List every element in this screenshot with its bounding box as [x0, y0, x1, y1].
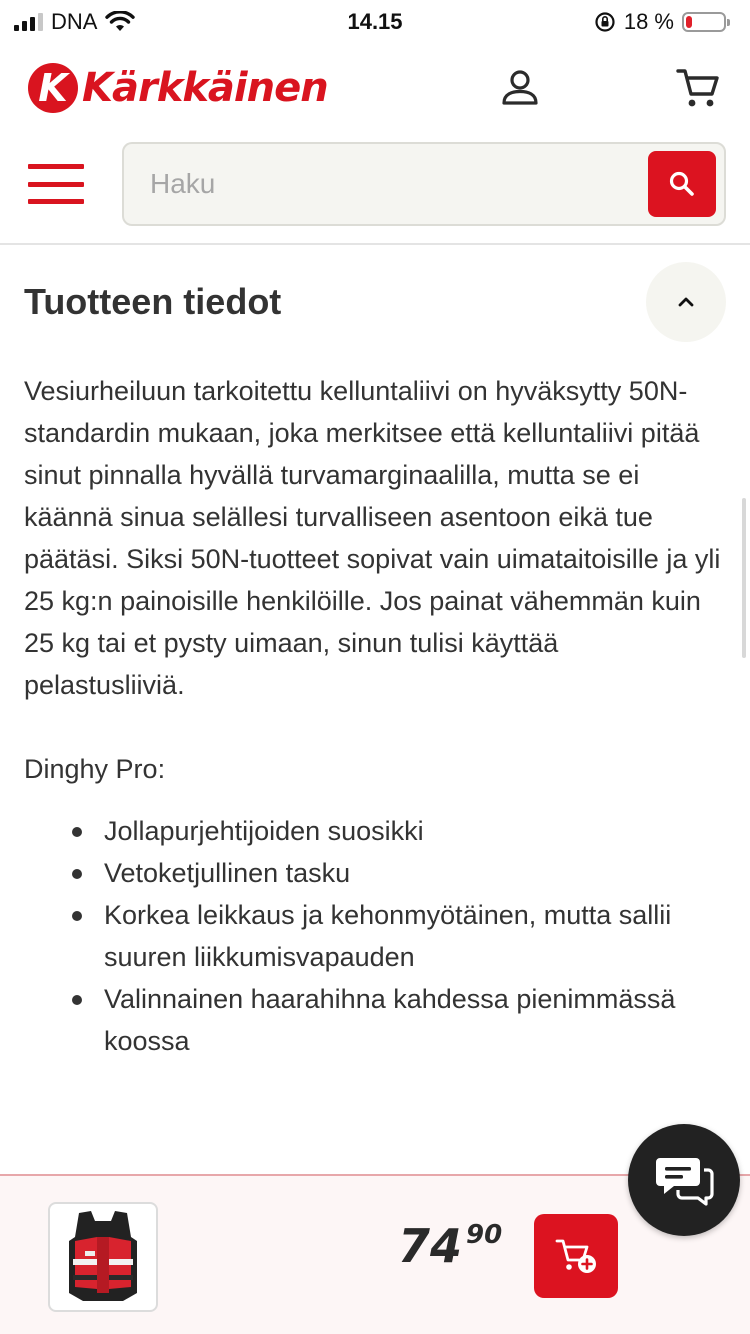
header-divider — [0, 243, 750, 245]
cart-icon — [676, 66, 720, 110]
scroll-indicator — [742, 498, 746, 658]
add-to-cart-button[interactable] — [534, 1214, 618, 1298]
section-title: Tuotteen tiedot — [24, 281, 282, 322]
carrier-label: DNA — [51, 9, 98, 34]
add-to-cart-icon — [555, 1236, 597, 1276]
user-icon — [500, 68, 540, 108]
chevron-up-icon — [675, 291, 697, 313]
list-item: Valinnainen haarahihna kahdessa pienimmässä koossa — [24, 978, 724, 1062]
price-decimal: 90 — [466, 1220, 503, 1250]
status-time: 14.15 — [347, 9, 403, 34]
collapse-button[interactable] — [646, 262, 726, 342]
description-text: Vesiurheiluun tarkoitettu kelluntaliivi on hyväksytty 50N-standardin mukaan, joka merkitsee että kelluntaliivi pitää sinut pinnalla hyvällä turvamarginaalilla, mutta se ei käännä sinua selällesi turvalliseen asentoon eikä tue päätäsi. Siksi 50N-tuotteet sopivat vain uimataitoisille ja yli 25 kg:n painoisille henkilöille. Jos painat vähemmän kuin 25 kg tai et pysty uimaan, sinun tulisi käyttää pelastusliiviä. — [24, 376, 721, 700]
product-description — [24, 370, 724, 1062]
signal-icon — [14, 13, 43, 31]
status-right — [594, 9, 726, 35]
cart-button[interactable] — [674, 64, 722, 112]
header — [0, 56, 750, 120]
status-left — [14, 9, 135, 35]
header-actions — [496, 64, 722, 112]
logo[interactable] — [28, 63, 328, 113]
product-info-header[interactable] — [24, 262, 726, 342]
wifi-icon — [105, 11, 135, 33]
search-box — [122, 142, 726, 226]
status-bar — [0, 0, 750, 44]
search-input[interactable] — [150, 168, 648, 200]
battery-percent: 18 % — [623, 9, 674, 34]
subheading: Dinghy Pro: — [24, 754, 166, 784]
life-vest-image — [57, 1207, 149, 1307]
chat-icon — [654, 1152, 714, 1208]
price — [398, 1220, 502, 1272]
product-thumbnail[interactable] — [48, 1202, 158, 1312]
menu-icon[interactable] — [28, 164, 84, 204]
chat-button[interactable] — [628, 1124, 740, 1236]
search-row — [0, 142, 750, 226]
search-button[interactable] — [648, 151, 716, 217]
logo-mark: K — [28, 63, 78, 113]
list-item: Vetoketjullinen tasku — [24, 852, 724, 894]
account-button[interactable] — [496, 64, 544, 112]
price-integer: 74 — [398, 1219, 463, 1273]
rotation-lock-icon — [594, 11, 616, 33]
logo-text: Kärkkäinen — [82, 65, 328, 111]
list-item: Korkea leikkaus ja kehonmyötäinen, mutta sallii suuren liikkumisvapauden — [24, 894, 724, 978]
feature-list — [24, 810, 724, 1062]
search-icon — [668, 170, 696, 198]
battery-icon — [682, 12, 726, 32]
list-item: Jollapurjehtijoiden suosikki — [24, 810, 724, 852]
